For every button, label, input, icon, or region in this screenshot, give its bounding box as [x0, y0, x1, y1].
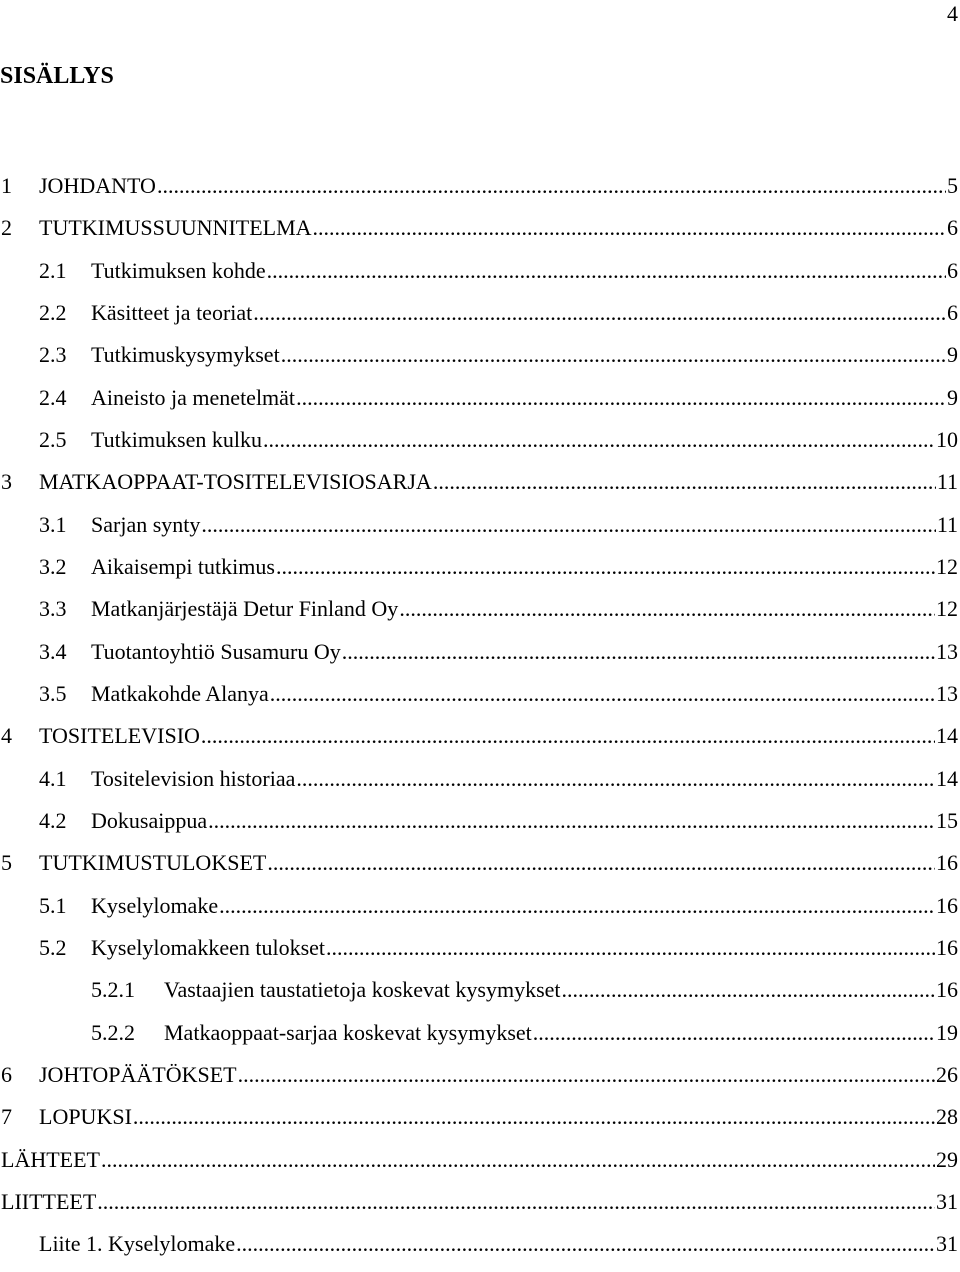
- toc-entry-page: 10: [936, 426, 958, 452]
- toc-entry-number: 5: [1, 850, 12, 876]
- toc-entry-number: 3: [1, 469, 12, 495]
- toc-entry[interactable]: [0, 1187, 960, 1229]
- toc-entry-title: Matkakohde Alanya: [91, 680, 269, 706]
- toc-entry[interactable]: [0, 1018, 960, 1060]
- toc-entry-title: Kyselylomake: [91, 892, 219, 918]
- toc-entry[interactable]: [0, 467, 960, 509]
- toc-entry-number: 4: [1, 723, 12, 749]
- toc-leader-dots: [562, 975, 935, 1005]
- toc-leader-dots: [253, 298, 946, 328]
- toc-entry-page: 5: [947, 173, 958, 198]
- toc-leader-dots: [97, 1187, 935, 1217]
- toc-entry[interactable]: [0, 510, 960, 552]
- toc-entry-page: 16: [936, 892, 958, 918]
- toc-entry-title: Aineisto ja menetelmät: [91, 384, 296, 410]
- toc-entry[interactable]: [0, 933, 960, 975]
- page-number: 4: [947, 1, 958, 26]
- toc-entry-page: 9: [947, 342, 958, 368]
- toc-leader-dots: [267, 848, 935, 878]
- toc-leader-dots: [133, 1102, 935, 1132]
- toc-entry-page: 15: [936, 807, 958, 833]
- toc-entry-page: 13: [936, 680, 958, 706]
- toc-entry[interactable]: [0, 806, 960, 848]
- toc-entry-page: 31: [936, 1231, 958, 1257]
- toc-leader-dots: [326, 933, 935, 963]
- toc-entry-page: 9: [947, 384, 958, 410]
- toc-entry[interactable]: [0, 764, 960, 806]
- toc-entry[interactable]: [0, 1060, 960, 1102]
- toc-entry[interactable]: [0, 721, 960, 763]
- toc-entry-page: 11: [936, 469, 958, 495]
- toc-entry-page: 14: [936, 723, 958, 749]
- toc-entry-page: 16: [936, 934, 958, 960]
- toc-entry-page: 12: [936, 553, 958, 579]
- toc-entry-title: Sarjan synty: [91, 511, 201, 537]
- toc-entry-number: 3.3: [39, 596, 67, 622]
- toc-entry-title: LÄHTEET: [1, 1146, 100, 1172]
- toc-leader-dots: [270, 679, 935, 709]
- toc-entry[interactable]: [0, 594, 960, 636]
- toc-entry-title: Aikaisempi tutkimus: [91, 553, 275, 579]
- toc-entry-page: 19: [936, 1019, 958, 1045]
- table-of-contents: [0, 171, 960, 1272]
- toc-entry-title: Matkanjärjestäjä Detur Finland Oy: [91, 596, 399, 622]
- toc-entry-title: Vastaajien taustatietoja koskevat kysymykset: [164, 977, 561, 1003]
- toc-leader-dots: [296, 383, 946, 413]
- toc-entry-title: MATKAOPPAAT-TOSITELEVISIOSARJA: [39, 469, 432, 495]
- toc-entry-number: 2.1: [39, 257, 67, 283]
- toc-leader-dots: [101, 1145, 935, 1175]
- toc-entry-number: 2.3: [39, 342, 67, 368]
- toc-entry[interactable]: [0, 975, 960, 1017]
- toc-entry-title: Tutkimuksen kulku: [91, 426, 262, 452]
- toc-entry-page: 11: [936, 511, 958, 537]
- toc-entry-page: 28: [936, 1104, 958, 1130]
- toc-leader-dots: [433, 467, 936, 497]
- toc-leader-dots: [219, 891, 935, 921]
- toc-entry-number: 5.2: [39, 934, 67, 960]
- toc-entry-number: 7: [1, 1104, 12, 1130]
- toc-entry-title: Tuotantoyhtiö Susamuru Oy: [91, 638, 341, 664]
- toc-entry-page: 29: [936, 1146, 958, 1172]
- toc-leader-dots: [201, 510, 935, 540]
- toc-entry-title: TUTKIMUSSUUNNITELMA: [39, 215, 312, 241]
- toc-entry[interactable]: [0, 298, 960, 340]
- toc-entry-page: 14: [936, 765, 958, 791]
- toc-entry-page: 16: [936, 850, 958, 876]
- toc-entry[interactable]: [0, 340, 960, 382]
- toc-entry-number: 4.1: [39, 765, 67, 791]
- toc-entry-title: Tutkimuksen kohde: [91, 257, 266, 283]
- toc-entry-title: LOPUKSI: [39, 1104, 132, 1130]
- toc-entry-title: Dokusaippua: [91, 807, 208, 833]
- toc-entry[interactable]: [0, 425, 960, 467]
- toc-entry-title: LIITTEET: [1, 1188, 97, 1214]
- toc-entry-number: 3.5: [39, 680, 67, 706]
- toc-entry[interactable]: [0, 171, 960, 213]
- toc-leader-dots: [238, 1060, 935, 1090]
- toc-entry-number: 2.5: [39, 426, 67, 452]
- toc-entry-number: 3.2: [39, 553, 67, 579]
- toc-entry-page: 16: [936, 977, 958, 1003]
- toc-leader-dots: [296, 764, 935, 794]
- toc-leader-dots: [208, 806, 935, 836]
- toc-entry-page: 13: [936, 638, 958, 664]
- toc-entry[interactable]: [0, 552, 960, 594]
- toc-entry-number: 4.2: [39, 807, 67, 833]
- toc-entry-title: Matkaoppaat-sarjaa koskevat kysymykset: [164, 1019, 532, 1045]
- toc-entry-title: TUTKIMUSTULOKSET: [39, 850, 267, 876]
- toc-entry-number: 5.1: [39, 892, 67, 918]
- toc-leader-dots: [157, 171, 946, 201]
- toc-leader-dots: [201, 721, 935, 751]
- toc-leader-dots: [533, 1018, 935, 1048]
- toc-leader-dots: [236, 1229, 935, 1259]
- toc-entry-number: 5.2.1: [91, 977, 135, 1003]
- toc-entry-title: Liite 1. Kyselylomake: [39, 1231, 236, 1257]
- toc-entry[interactable]: [0, 1145, 960, 1187]
- toc-entry-number: 3.1: [39, 511, 67, 537]
- toc-entry-page: 12: [936, 596, 958, 622]
- toc-entry[interactable]: [0, 848, 960, 890]
- toc-leader-dots: [399, 594, 935, 624]
- toc-entry[interactable]: [0, 256, 960, 298]
- toc-entry-number: 3.4: [39, 638, 67, 664]
- toc-entry[interactable]: [0, 213, 960, 255]
- toc-entry[interactable]: [0, 891, 960, 933]
- toc-leader-dots: [276, 552, 935, 582]
- toc-leader-dots: [342, 637, 935, 667]
- toc-entry-title: JOHDANTO: [39, 173, 156, 198]
- toc-entry-title: Käsitteet ja teoriat: [91, 299, 253, 325]
- toc-leader-dots: [263, 425, 935, 455]
- toc-entry-number: 2.2: [39, 299, 67, 325]
- toc-entry-number: 5.2.2: [91, 1019, 135, 1045]
- toc-entry-title: TOSITELEVISIO: [39, 723, 200, 749]
- toc-entry-title: Kyselylomakkeen tulokset: [91, 934, 326, 960]
- toc-leader-dots: [267, 256, 946, 286]
- toc-entry[interactable]: [0, 637, 960, 679]
- toc-entry-page: 6: [947, 257, 958, 283]
- toc-entry-page: 6: [947, 299, 958, 325]
- toc-entry[interactable]: [0, 1102, 960, 1144]
- toc-leader-dots: [313, 213, 946, 243]
- toc-entry-page: 6: [947, 215, 958, 241]
- toc-entry[interactable]: [0, 383, 960, 425]
- toc-entry[interactable]: [0, 679, 960, 721]
- toc-entry-page: 31: [936, 1188, 958, 1214]
- toc-entry-number: 1: [1, 173, 12, 198]
- toc-entry[interactable]: [0, 1229, 960, 1271]
- toc-entry-page: 26: [936, 1061, 958, 1087]
- toc-entry-title: JOHTOPÄÄTÖKSET: [39, 1061, 237, 1087]
- toc-entry-title: Tositelevision historiaa: [91, 765, 296, 791]
- toc-leader-dots: [281, 340, 946, 370]
- toc-entry-title: Tutkimuskysymykset: [91, 342, 280, 368]
- toc-entry-number: 2.4: [39, 384, 67, 410]
- toc-entry-number: 2: [1, 215, 12, 241]
- toc-entry-number: 6: [1, 1061, 12, 1087]
- toc-heading: SISÄLLYS: [0, 63, 114, 89]
